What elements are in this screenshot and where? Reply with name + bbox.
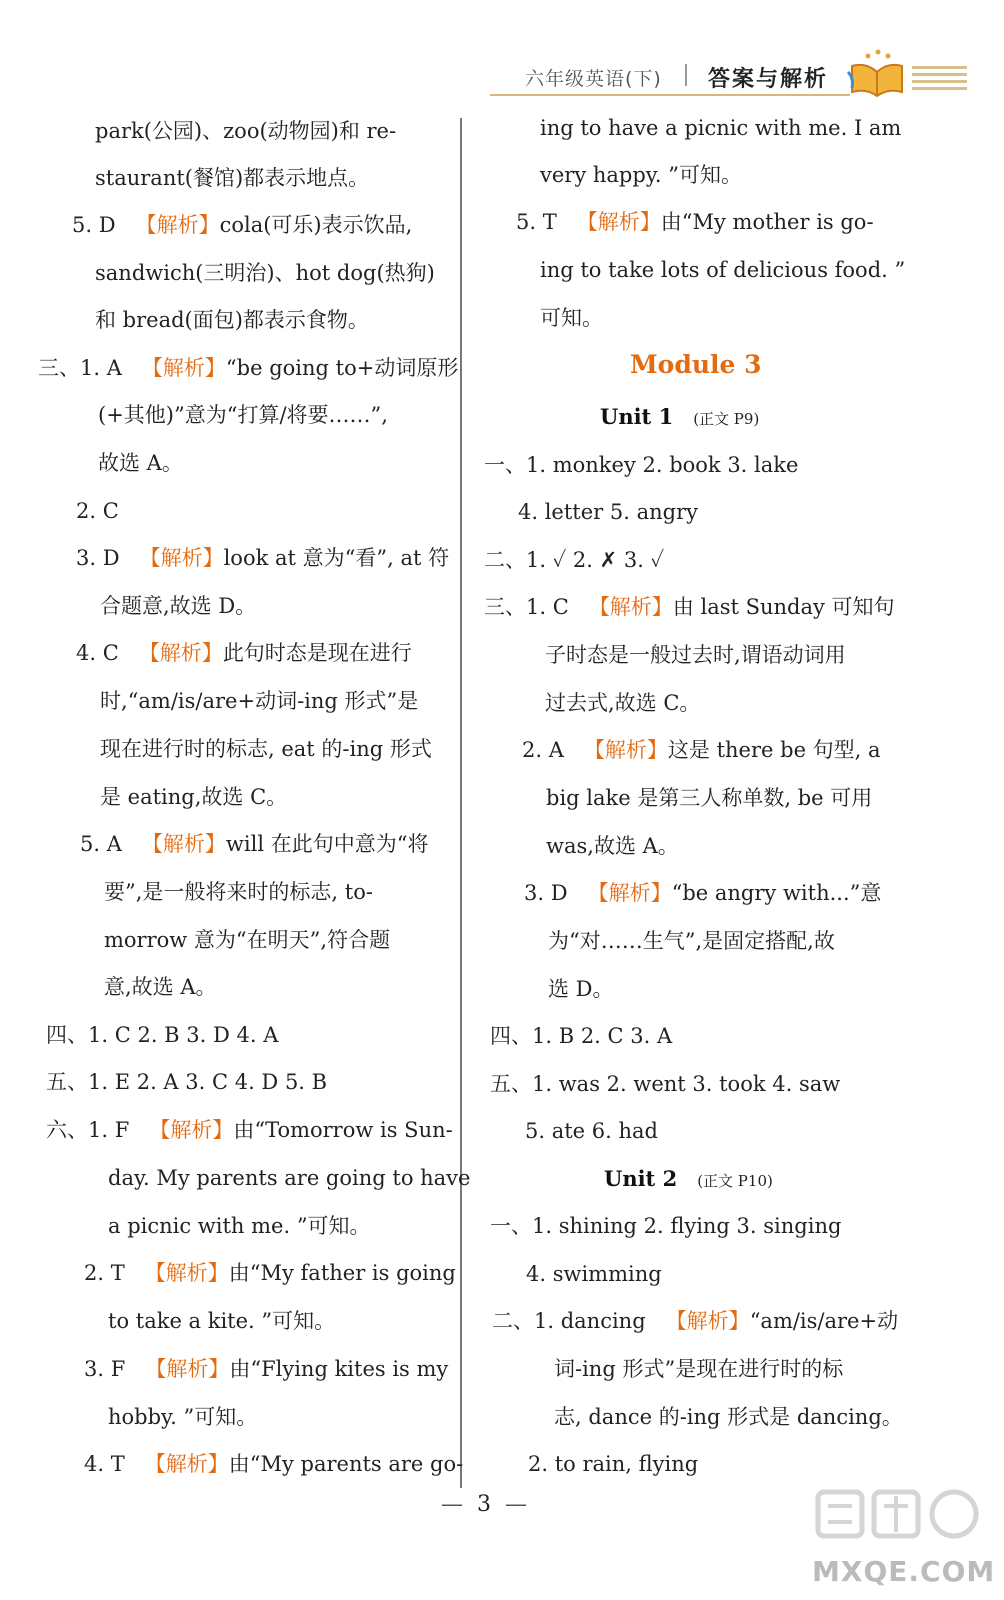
analysis-tag: 【解析】 — [139, 546, 224, 570]
answer-line — [80, 830, 428, 858]
answer-line: 可知。 — [540, 306, 603, 330]
item-number: 二、1. dancing — [492, 1309, 646, 1333]
answer-line: park(公园)、zoo(动物园)和 re- — [95, 119, 397, 143]
answer-line: 4. letter 5. angry — [518, 500, 698, 524]
item-number: 2. A — [522, 738, 564, 762]
analysis-tag: 【解析】 — [587, 881, 672, 905]
answer-line: 词-ing 形式”是现在进行时的标 — [554, 1357, 844, 1381]
answer-line: staurant(餐馆)都表示地点。 — [95, 166, 370, 190]
answer-line — [84, 1450, 463, 1478]
answer-line — [516, 208, 874, 236]
unit-heading — [604, 1166, 773, 1191]
analysis-text: look at 意为“看”, at 符 — [223, 546, 450, 570]
answer-line: 子时态是一般过去时,谓语动词用 — [545, 643, 846, 667]
answer-line: 2. C — [76, 499, 119, 523]
analysis-text: 由 last Sunday 可知句 — [672, 595, 895, 619]
analysis-text: “am/is/are+动 — [749, 1309, 899, 1333]
answer-line — [76, 544, 449, 572]
analysis-text: 由“My father is going — [228, 1261, 456, 1285]
answer-line: 和 bread(面包)都表示食物。 — [95, 308, 369, 332]
answer-line — [84, 1259, 456, 1287]
analysis-text: 此句时态是现在进行 — [222, 641, 412, 665]
analysis-tag: 【解析】 — [145, 1357, 230, 1381]
answer-line: (+其他)”意为“打算/将要……”, — [98, 403, 388, 427]
analysis-tag: 【解析】 — [576, 210, 661, 234]
analysis-tag: 【解析】 — [141, 356, 226, 380]
answer-line: 四、1. C 2. B 3. D 4. A — [46, 1023, 279, 1047]
answer-line: 一、1. shining 2. flying 3. singing — [490, 1214, 842, 1238]
answer-line: 4. swimming — [526, 1262, 662, 1286]
answer-line: a picnic with me. ”可知。 — [108, 1214, 371, 1238]
analysis-tag: 【解析】 — [665, 1309, 750, 1333]
answer-line: 为“对……生气”,是固定搭配,故 — [548, 929, 835, 953]
answer-line — [492, 1307, 898, 1335]
item-number: 5. D — [72, 213, 116, 237]
answer-line: 选 D。 — [548, 977, 614, 1001]
item-number: 六、1. F — [46, 1118, 130, 1142]
answer-line — [524, 879, 881, 907]
item-number: 三、1. C — [484, 595, 569, 619]
answer-line — [46, 1116, 453, 1144]
unit-page-ref: (正文 P10) — [697, 1172, 773, 1190]
analysis-tag: 【解析】 — [144, 1452, 229, 1476]
answer-line — [76, 639, 412, 667]
analysis-tag: 【解析】 — [135, 213, 220, 237]
answer-line: was,故选 A。 — [546, 834, 679, 858]
answer-line: 是 eating,故选 C。 — [100, 785, 288, 809]
analysis-tag: 【解析】 — [138, 641, 223, 665]
answer-line: 五、1. E 2. A 3. C 4. D 5. B — [46, 1070, 328, 1094]
unit-label: Unit 2 — [604, 1166, 678, 1191]
analysis-text: will 在此句中意为“将 — [225, 832, 429, 856]
answer-line: 2. to rain, flying — [528, 1452, 699, 1476]
item-number: 3. D — [524, 881, 568, 905]
analysis-tag: 【解析】 — [144, 1261, 229, 1285]
answer-line: hobby. ”可知。 — [108, 1405, 258, 1429]
module-heading: Module 3 — [630, 350, 762, 379]
answer-line: 时,“am/is/are+动词-ing 形式”是 — [100, 689, 419, 713]
item-number: 3. D — [76, 546, 120, 570]
analysis-text: 这是 there be 句型, a — [667, 738, 881, 762]
answer-line: 二、1. ✓ 2. ✗ 3. ✓ — [484, 548, 665, 572]
answer-line: 意,故选 A。 — [104, 975, 217, 999]
analysis-text: 由“My mother is go- — [660, 210, 874, 234]
watermark-text: MXQE.COM — [812, 1555, 996, 1588]
analysis-tag: 【解析】 — [588, 595, 673, 619]
analysis-text: “be going to+动词原形 — [225, 356, 459, 380]
unit-label: Unit 1 — [600, 404, 674, 429]
answer-line: big lake 是第三人称单数, be 可用 — [546, 786, 873, 810]
answer-line: 志, dance 的-ing 形式是 dancing。 — [554, 1405, 903, 1429]
answer-line: 5. ate 6. had — [525, 1119, 658, 1143]
item-number: 5. T — [516, 210, 557, 234]
analysis-tag: 【解析】 — [149, 1118, 234, 1142]
open-book-icon — [846, 48, 908, 100]
column-divider — [460, 118, 462, 1488]
answer-line: ing to have a picnic with me. I am — [540, 116, 902, 140]
analysis-text: 由“My parents are go- — [228, 1452, 464, 1476]
answer-line: ing to take lots of delicious food. ” — [540, 258, 906, 282]
answer-line: morrow 意为“在明天”,符合题 — [104, 928, 391, 952]
page-number-value: 3 — [477, 1492, 491, 1517]
item-number: 5. A — [80, 832, 122, 856]
answer-line: 过去式,故选 C。 — [545, 691, 701, 715]
item-number: 4. C — [76, 641, 119, 665]
unit-heading — [600, 404, 759, 429]
item-number: 3. F — [84, 1357, 126, 1381]
answer-line — [84, 1355, 448, 1383]
answer-line: sandwich(三明治)、hot dog(热狗) — [95, 261, 435, 285]
header-stripes — [912, 66, 967, 92]
header-rule — [490, 94, 850, 96]
answer-line: 四、1. B 2. C 3. A — [490, 1024, 673, 1048]
answer-line — [522, 736, 881, 764]
analysis-text: 由“Flying kites is my — [229, 1357, 449, 1381]
answer-line — [72, 211, 412, 239]
answer-line: 合题意,故选 D。 — [100, 594, 257, 618]
answer-line: 故选 A。 — [98, 451, 183, 475]
header-separator — [685, 64, 687, 86]
analysis-tag: 【解析】 — [583, 738, 668, 762]
section-title: 答案与解析 — [708, 67, 829, 92]
analysis-text: 由“Tomorrow is Sun- — [233, 1118, 453, 1142]
answer-line — [38, 354, 458, 382]
answer-line — [484, 593, 895, 621]
analysis-tag: 【解析】 — [141, 832, 226, 856]
page-number: — 3 — — [441, 1492, 527, 1517]
analysis-text: cola(可乐)表示饮品, — [219, 213, 413, 237]
answer-line: 一、1. monkey 2. book 3. lake — [484, 453, 799, 477]
answer-line: very happy. ”可知。 — [540, 163, 742, 187]
answer-line: day. My parents are going to have — [108, 1166, 471, 1190]
page-header — [0, 0, 1004, 110]
answer-line: 现在进行时的标志, eat 的-ing 形式 — [100, 737, 432, 761]
answer-line: to take a kite. ”可知。 — [108, 1309, 336, 1333]
item-number: 三、1. A — [38, 356, 122, 380]
answer-line: 要”,是一般将来时的标志, to- — [104, 880, 373, 904]
answer-line: 五、1. was 2. went 3. took 4. saw — [490, 1072, 841, 1096]
item-number: 4. T — [84, 1452, 125, 1476]
book-title: 六年级英语(下) — [525, 68, 662, 90]
analysis-text: “be angry with...”意 — [671, 881, 882, 905]
unit-page-ref: (正文 P9) — [693, 410, 760, 428]
item-number: 2. T — [84, 1261, 125, 1285]
